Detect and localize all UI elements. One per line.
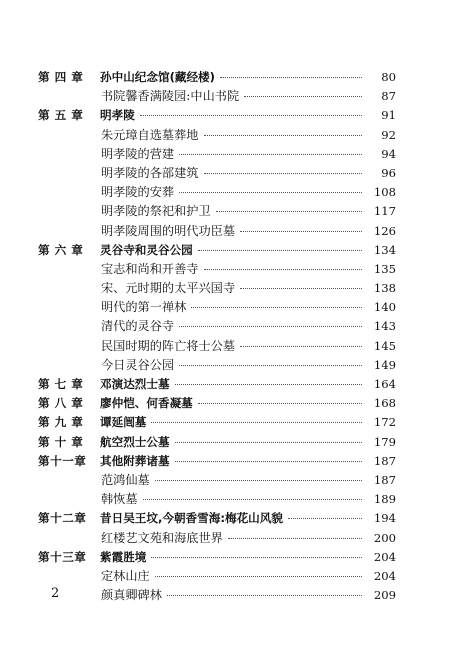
entry-page-number: 179 [373,434,396,449]
entry-page-number: 96 [381,165,396,180]
toc-entry [101,145,396,164]
entry-title: 明孝陵周围的明代功臣墓 [101,223,236,238]
dot-leader [155,480,362,481]
entry-page-number: 126 [373,223,396,238]
toc-chapter-row [38,509,396,528]
entry-page-number: 209 [373,588,396,603]
chapter-label: 第 八 章 [38,396,84,411]
entry-title: 谭延闿墓 [100,415,147,430]
toc-chapter-row [38,241,396,260]
entry-page-number: 135 [373,261,396,276]
toc-entry [100,433,396,452]
entry-title: 今日灵谷公园 [101,357,175,372]
entry-title: 书院馨香满陵园:中山书院 [101,89,240,104]
toc-section-row [38,87,396,106]
dot-leader [140,115,362,116]
entry-page-number: 149 [373,357,396,372]
dot-leader [240,346,362,347]
toc-entry [101,490,396,509]
entry-title: 明孝陵的祭祀和护卫 [101,204,211,219]
toc-entry [101,337,396,356]
dot-leader [216,211,362,212]
toc-section-row [38,356,396,375]
toc-section-row [38,586,396,605]
chapter-label: 第 六 章 [38,242,84,257]
entry-title: 宝志和尚和开善寺 [101,261,199,276]
dot-leader [179,365,362,366]
toc-section-row [38,567,396,586]
entry-title: 明孝陵的营建 [101,146,175,161]
entry-page-number: 91 [381,108,396,123]
toc-section-row [38,164,396,183]
entry-title: 廖仲恺、何香凝墓 [100,396,193,411]
entry-page-number: 187 [373,453,396,468]
chapter-label: 第 七 章 [38,377,84,391]
entry-title: 孙中山纪念馆(藏经楼) [100,70,215,84]
toc-entry [101,529,396,548]
toc-section-row [38,317,396,336]
dot-leader [175,461,362,462]
toc-entry [101,87,396,106]
toc-entry [101,126,396,145]
toc-entry [101,298,396,317]
chapter-label: 第十三章 [38,549,87,564]
toc-entry [101,471,396,490]
toc-entry [101,183,396,202]
toc-section-row [38,529,396,548]
toc-section-row [38,298,396,317]
toc-entry [101,202,396,221]
toc-chapter-row [38,413,396,432]
toc-entry [101,567,396,586]
dot-leader [143,499,362,500]
toc-entry [100,106,396,125]
toc-section-row [38,337,396,356]
entry-page-number: 187 [373,472,396,487]
entry-page-number: 204 [373,568,396,583]
entry-title: 明孝陵的安葬 [101,185,175,200]
toc-entry [101,317,396,336]
entry-page-number: 108 [373,185,396,200]
entry-page-number: 189 [373,492,396,507]
dot-leader [191,307,362,308]
toc-chapter-row [38,452,396,471]
entry-page-number: 94 [381,146,396,161]
toc-entry [100,548,396,567]
dot-leader [175,384,362,385]
toc-section-row [38,126,396,145]
dot-leader [204,135,363,136]
entry-page-number: 117 [373,204,396,219]
toc-section-row [38,222,396,241]
dot-leader [179,154,362,155]
entry-page-number: 138 [373,281,396,296]
entry-page-number: 172 [373,415,396,430]
entry-title: 红楼艺文苑和海底世界 [101,530,223,545]
toc-entry [100,68,396,87]
entry-page-number: 204 [373,549,396,564]
toc-chapter-row [38,433,396,452]
dot-leader [151,422,362,423]
chapter-label: 第十二章 [38,511,87,526]
dot-leader [240,231,362,232]
dot-leader [204,173,363,174]
chapter-label: 第十一章 [38,453,87,468]
dot-leader [179,192,362,193]
toc-section-row [38,183,396,202]
entry-title: 韩恢墓 [101,492,138,507]
toc-entry [100,509,396,528]
dot-leader [175,442,362,443]
entry-title: 清代的灵谷寺 [101,319,175,334]
entry-title: 邓演达烈士墓 [100,377,170,391]
entry-page-number: 80 [381,70,396,84]
entry-title: 航空烈士公墓 [100,434,170,449]
entry-page-number: 168 [373,396,396,411]
entry-title: 明孝陵的各部建筑 [101,165,199,180]
dot-leader [228,538,362,539]
toc-section-row [38,202,396,221]
dot-leader [155,576,362,577]
dot-leader [220,77,362,78]
toc-entry [100,413,396,432]
toc-entry [100,375,396,394]
entry-page-number: 92 [381,127,396,142]
entry-title: 范鸿仙墓 [101,472,150,487]
toc-section-row [38,260,396,279]
dot-leader [151,557,362,558]
entry-title: 颜真卿碑林 [101,588,162,603]
toc-chapter-row [38,68,396,87]
dot-leader [167,595,362,596]
table-of-contents [38,68,396,605]
entry-title: 灵谷寺和灵谷公园 [100,242,193,257]
toc-chapter-row [38,375,396,394]
entry-title: 昔日吴王坟,今朝香雪海:梅花山风貌 [100,511,283,526]
toc-section-row [38,145,396,164]
entry-page-number: 87 [381,89,396,104]
page-number: 2 [51,586,60,601]
entry-page-number: 140 [373,300,396,315]
toc-entry [101,586,396,605]
entry-title: 其他附葬诸墓 [100,453,170,468]
toc-entry [100,241,396,260]
entry-title: 明孝陵 [100,108,135,123]
toc-section-row [38,490,396,509]
toc-chapter-row [38,548,396,567]
entry-title: 宋、元时期的太平兴国寺 [101,281,236,296]
toc-entry [101,356,396,375]
toc-chapter-row [38,394,396,413]
entry-title: 朱元璋自选墓葬地 [101,127,199,142]
toc-entry [101,164,396,183]
dot-leader [198,403,362,404]
toc-entry [101,279,396,298]
entry-page-number: 134 [373,242,396,257]
chapter-label: 第 四 章 [38,70,84,84]
toc-entry [101,222,396,241]
entry-page-number: 194 [373,511,396,526]
dot-leader [244,96,362,97]
dot-leader [198,250,362,251]
toc-entry [100,394,396,413]
entry-title: 明代的第一禅林 [101,300,187,315]
dot-leader [179,326,362,327]
chapter-label: 第 九 章 [38,415,84,430]
entry-page-number: 200 [373,530,396,545]
chapter-label: 第 五 章 [38,108,84,123]
entry-page-number: 143 [373,319,396,334]
toc-chapter-row [38,106,396,125]
dot-leader [288,518,362,519]
entry-title: 定林山庄 [101,568,150,583]
entry-page-number: 164 [373,377,396,391]
entry-title: 民国时期的阵亡将士公墓 [101,338,236,353]
entry-page-number: 145 [373,338,396,353]
toc-entry [101,260,396,279]
dot-leader [240,288,362,289]
toc-entry [100,452,396,471]
dot-leader [204,269,363,270]
chapter-label: 第 十 章 [38,434,84,449]
entry-title: 紫霞胜境 [100,549,147,564]
toc-section-row [38,279,396,298]
toc-section-row [38,471,396,490]
